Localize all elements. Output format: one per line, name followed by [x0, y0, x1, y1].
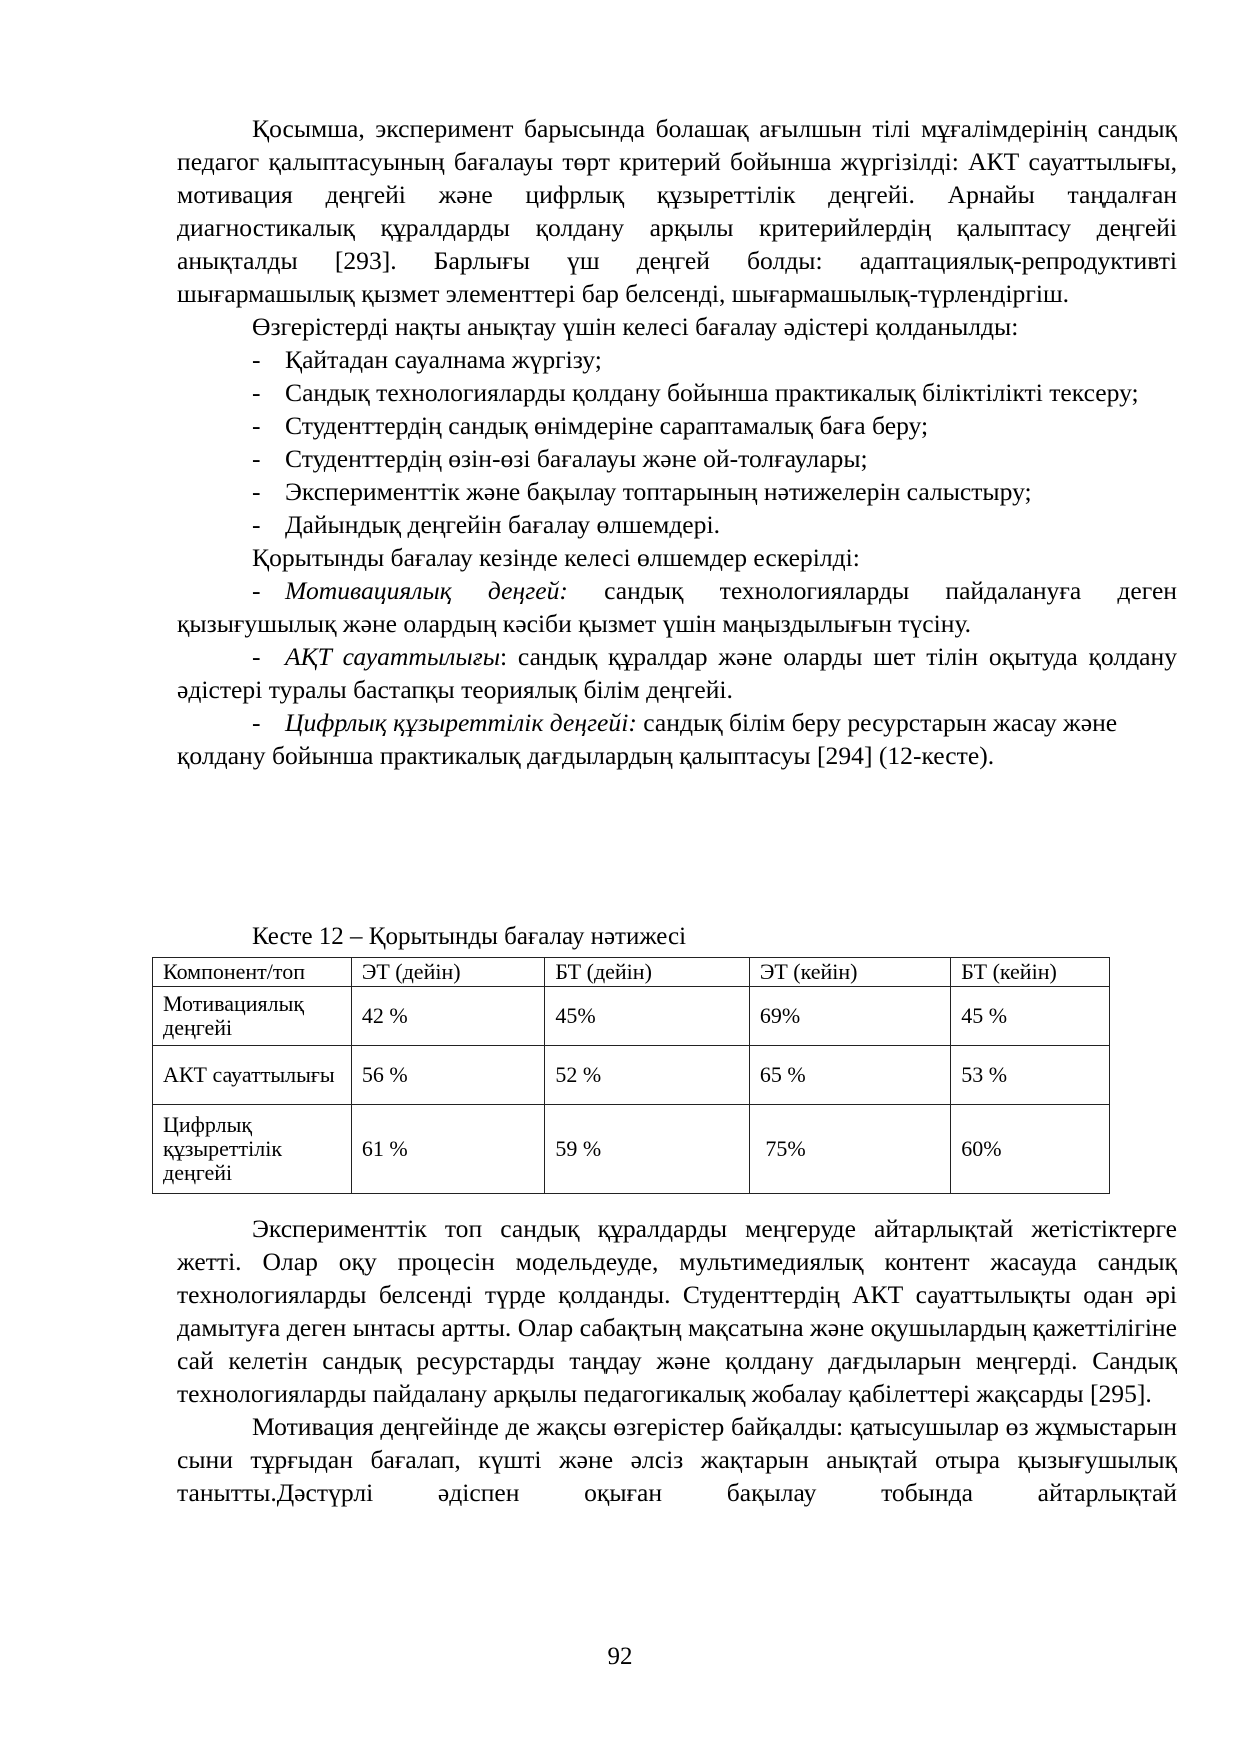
- table-cell: 61 %: [351, 1105, 545, 1194]
- table-cell: 45%: [545, 987, 749, 1046]
- table-row: [153, 987, 1110, 1046]
- list-dash: -: [252, 378, 261, 407]
- criterion-item: - Цифрлық құзыреттілік деңгейі: сандық білім беру ресурстарын жасау және қолдану бойынша практикалық дағдылардың қалыптасуы [294] (12-кесте).: [177, 708, 1118, 770]
- paragraph-methods-intro: Өзгерістерді нақты анықтау үшін келесі бағалау әдістері қолданылды:: [252, 312, 1019, 341]
- paragraph-criteria-intro: Қорытынды бағалау кезінде келесі өлшемдер ескерілді:: [252, 543, 860, 572]
- table-cell: 59 %: [545, 1105, 749, 1194]
- row-label: АКТ сауаттылығы: [153, 1046, 352, 1105]
- table-caption: Кесте 12 – Қорытынды бағалау нәтижесі: [252, 923, 687, 950]
- table-cell: 69%: [749, 987, 950, 1046]
- list-dash: -: [252, 477, 261, 506]
- table-cell: 42 %: [351, 987, 545, 1046]
- list-dash: -: [252, 411, 261, 440]
- list-dash: -: [252, 510, 261, 539]
- paragraph-motivation: Мотивация деңгейінде де жақсы өзгерістер байқалды: қатысушылар өз жұмыстарын сыни тұрғыдан бағалап, күшті және әлсіз жақтарын анықтай отыра қызығушылық танытты.Дәстүрлі әдіспен оқыған бақылау тобында айтарлықтай: [177, 1412, 1177, 1507]
- list-dash: -: [252, 444, 261, 473]
- criterion-term: Цифрлық құзыреттілік деңгейі:: [285, 708, 637, 737]
- method-item: - Студенттердің сандық өнімдеріне сараптамалық баға беру;: [252, 411, 929, 440]
- column-header: ЭТ (дейін): [351, 958, 545, 987]
- column-header: БТ (дейін): [545, 958, 749, 987]
- criterion-item: - АҚТ сауаттылығы: сандық құралдар және оларды шет тілін оқытуда қолдану әдістері туралы бастапқы теориялық білім деңгейі.: [177, 642, 1177, 704]
- criterion-term: АҚТ сауаттылығы: [285, 642, 501, 671]
- column-header: Компонент/топ: [153, 958, 352, 987]
- lower-text: [177, 1212, 1177, 1509]
- table-cell: 56 %: [351, 1046, 545, 1105]
- method-item: - Қайтадан сауалнама жүргізу;: [252, 345, 602, 374]
- list-dash: -: [252, 576, 261, 605]
- criterion-term: Мотивациялық деңгей:: [285, 576, 568, 605]
- table-row: [153, 1105, 1110, 1194]
- upper-text: [177, 112, 1177, 772]
- method-item: - Эксперименттік және бақылау топтарының нәтижелерін салыстыру;: [252, 477, 1032, 506]
- table-cell: 52 %: [545, 1046, 749, 1105]
- list-dash: -: [252, 642, 261, 671]
- method-item: - Дайындық деңгейін бағалау өлшемдері.: [252, 510, 720, 539]
- row-label: Цифрлық құзыреттілік деңгейі: [153, 1105, 352, 1194]
- list-dash: -: [252, 708, 261, 737]
- table-header-row: [153, 958, 1110, 987]
- table-row: [153, 1046, 1110, 1105]
- table-cell: 75%: [749, 1105, 950, 1194]
- paragraph-intro: Қосымша, эксперимент барысында болашақ ағылшын тілі мұғалімдерінің сандық педагог қалыптасуының бағалауы төрт критерий бойынша жүргізілді: АКТ сауаттылығы, мотивация деңгейі және цифрлық құзыреттілік деңгейі. Арнайы таңдалған диагностикалық құралдарды қолдану арқылы критерийлердің қалыптасу деңгейі анықталды [293]. Барлығы үш деңгей болды: адаптациялық-репродуктивті шығармашылық қызмет элементтері бар белсенді, шығармашылық-түрлендіргіш.: [177, 114, 1177, 308]
- method-item: - Студенттердің өзін-өзі бағалауы және ой-толғаулары;: [252, 444, 868, 473]
- column-header: БТ (кейін): [951, 958, 1110, 987]
- table-cell: 60%: [951, 1105, 1110, 1194]
- criterion-item: - Мотивациялық деңгей: сандық технологияларды пайдалануға деген қызығушылық және олардың кәсіби қызмет үшін маңыздылығын түсіну.: [177, 576, 1177, 638]
- column-header: ЭТ (кейін): [749, 958, 950, 987]
- page-number: 92: [607, 1643, 633, 1670]
- table-cell: 53 %: [951, 1046, 1110, 1105]
- results-table: [152, 957, 1110, 1194]
- table-cell: 45 %: [951, 987, 1110, 1046]
- method-item: - Сандық технологияларды қолдану бойынша практикалық біліктілікті тексеру;: [252, 378, 1139, 407]
- paragraph-experimental-results: Эксперименттік топ сандық құралдарды меңгеруде айтарлықтай жетістіктерге жетті. Олар оқу процесін модельдеуде, мультимедиялық контент жасауда сандық технологияларды белсенді түрде қолданды. Студенттердің АКТ сауаттылықты одан әрі дамытуға деген ынтасы артты. Олар сабақтың мақсатына және оқушылардың қажеттілігіне сай келетін сандық ресурстарды таңдау және қолдану дағдыларын меңгерді. Сандық технологияларды пайдалану арқылы педагогикалық жобалау қабілеттері жақсарды [295].: [177, 1214, 1177, 1408]
- row-label: Мотивациялық деңгейі: [153, 987, 352, 1046]
- list-dash: -: [252, 345, 261, 374]
- table-cell: 65 %: [749, 1046, 950, 1105]
